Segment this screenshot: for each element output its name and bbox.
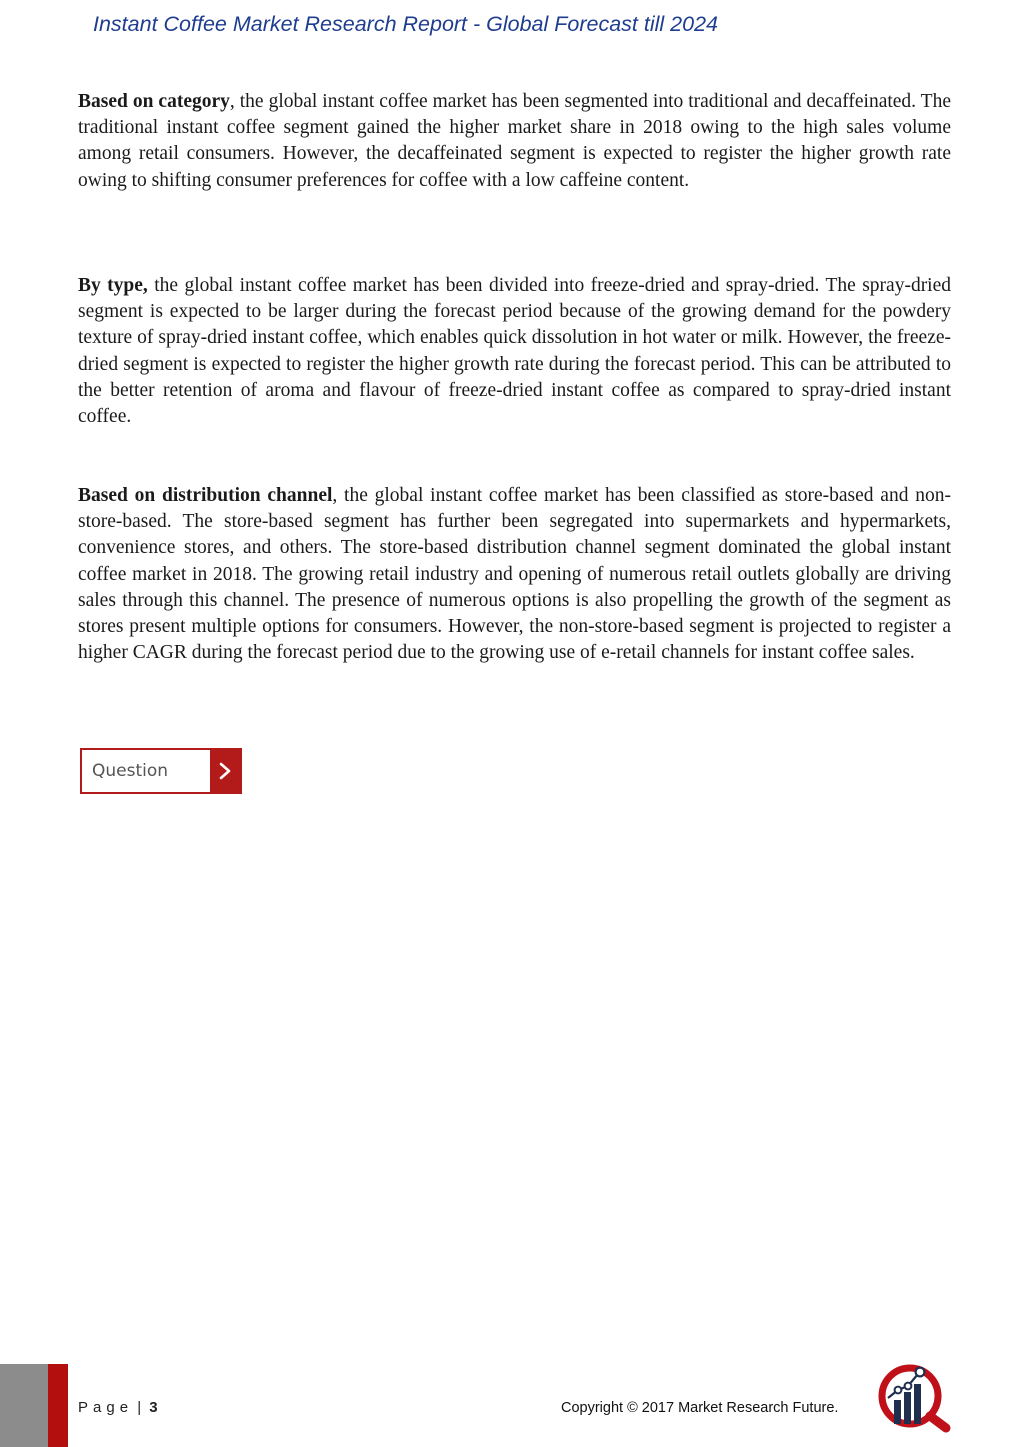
paragraph-body: , the global instant coffee market has been classified as store-based and non-store-based. The store-based segment has further been segregated into supermarkets and hypermarkets, convenience stores, and others. The store-based distribution channel segment dominated the global instant coffee market in 2018. The growing retail industry and opening of numerous retail outlets globally are driving sales through this channel. The presence of numerous options is also propelling the growth of the segment as stores present multiple options for consumers. However, the non-store-based segment is projected to register a higher CAGR during the forecast period due to the growing use of e-retail channels for instant coffee sales.: [78, 485, 951, 664]
paragraph-lead: Based on distribution channel: [78, 485, 333, 506]
paragraph-body: , the global instant coffee market has been segmented into traditional and decaffeinated. The traditional instant coffee segment gained the higher market share in 2018 owing to the high sales volume among retail consumers. However, the decaffeinated segment is expected to register the higher growth rate owing to shifting consumer preferences for coffee with a low caffeine content.: [78, 91, 951, 191]
footer-gray-bar: [0, 1364, 48, 1447]
page-number: 3: [149, 1399, 158, 1416]
copyright-notice: Copyright © 2017 Market Research Future.: [561, 1400, 839, 1416]
paragraph-lead: Based on category: [78, 91, 230, 112]
question-button-label: Question: [92, 761, 169, 781]
paragraph-lead: By type,: [78, 275, 148, 296]
paragraph-type: [78, 273, 951, 430]
paragraph-body: the global instant coffee market has been divided into freeze-dried and spray-dried. The spray-dried segment is expected to be larger during the forecast period because of the growing demand for the powdery texture of spray-dried instant coffee, which enables quick dissolution in hot water or milk. However, the freeze-dried segment is expected to register the higher growth rate during the forecast period. This can be attributed to the better retention of aroma and flavour of freeze-dried instant coffee as compared to spray-dried instant coffee.: [78, 275, 952, 428]
page-label: Page: [78, 1399, 134, 1416]
chevron-right-icon: [210, 750, 240, 792]
question-button[interactable]: [80, 748, 242, 794]
paragraph-category: [78, 89, 951, 194]
report-title: Instant Coffee Market Research Report - Global Forecast till 2024: [93, 12, 718, 36]
paragraph-distribution-channel: [78, 483, 951, 666]
page-separator: |: [137, 1399, 142, 1416]
market-research-future-logo-icon: [874, 1362, 954, 1434]
footer-red-bar: [48, 1364, 68, 1447]
page-indicator: [78, 1399, 158, 1416]
